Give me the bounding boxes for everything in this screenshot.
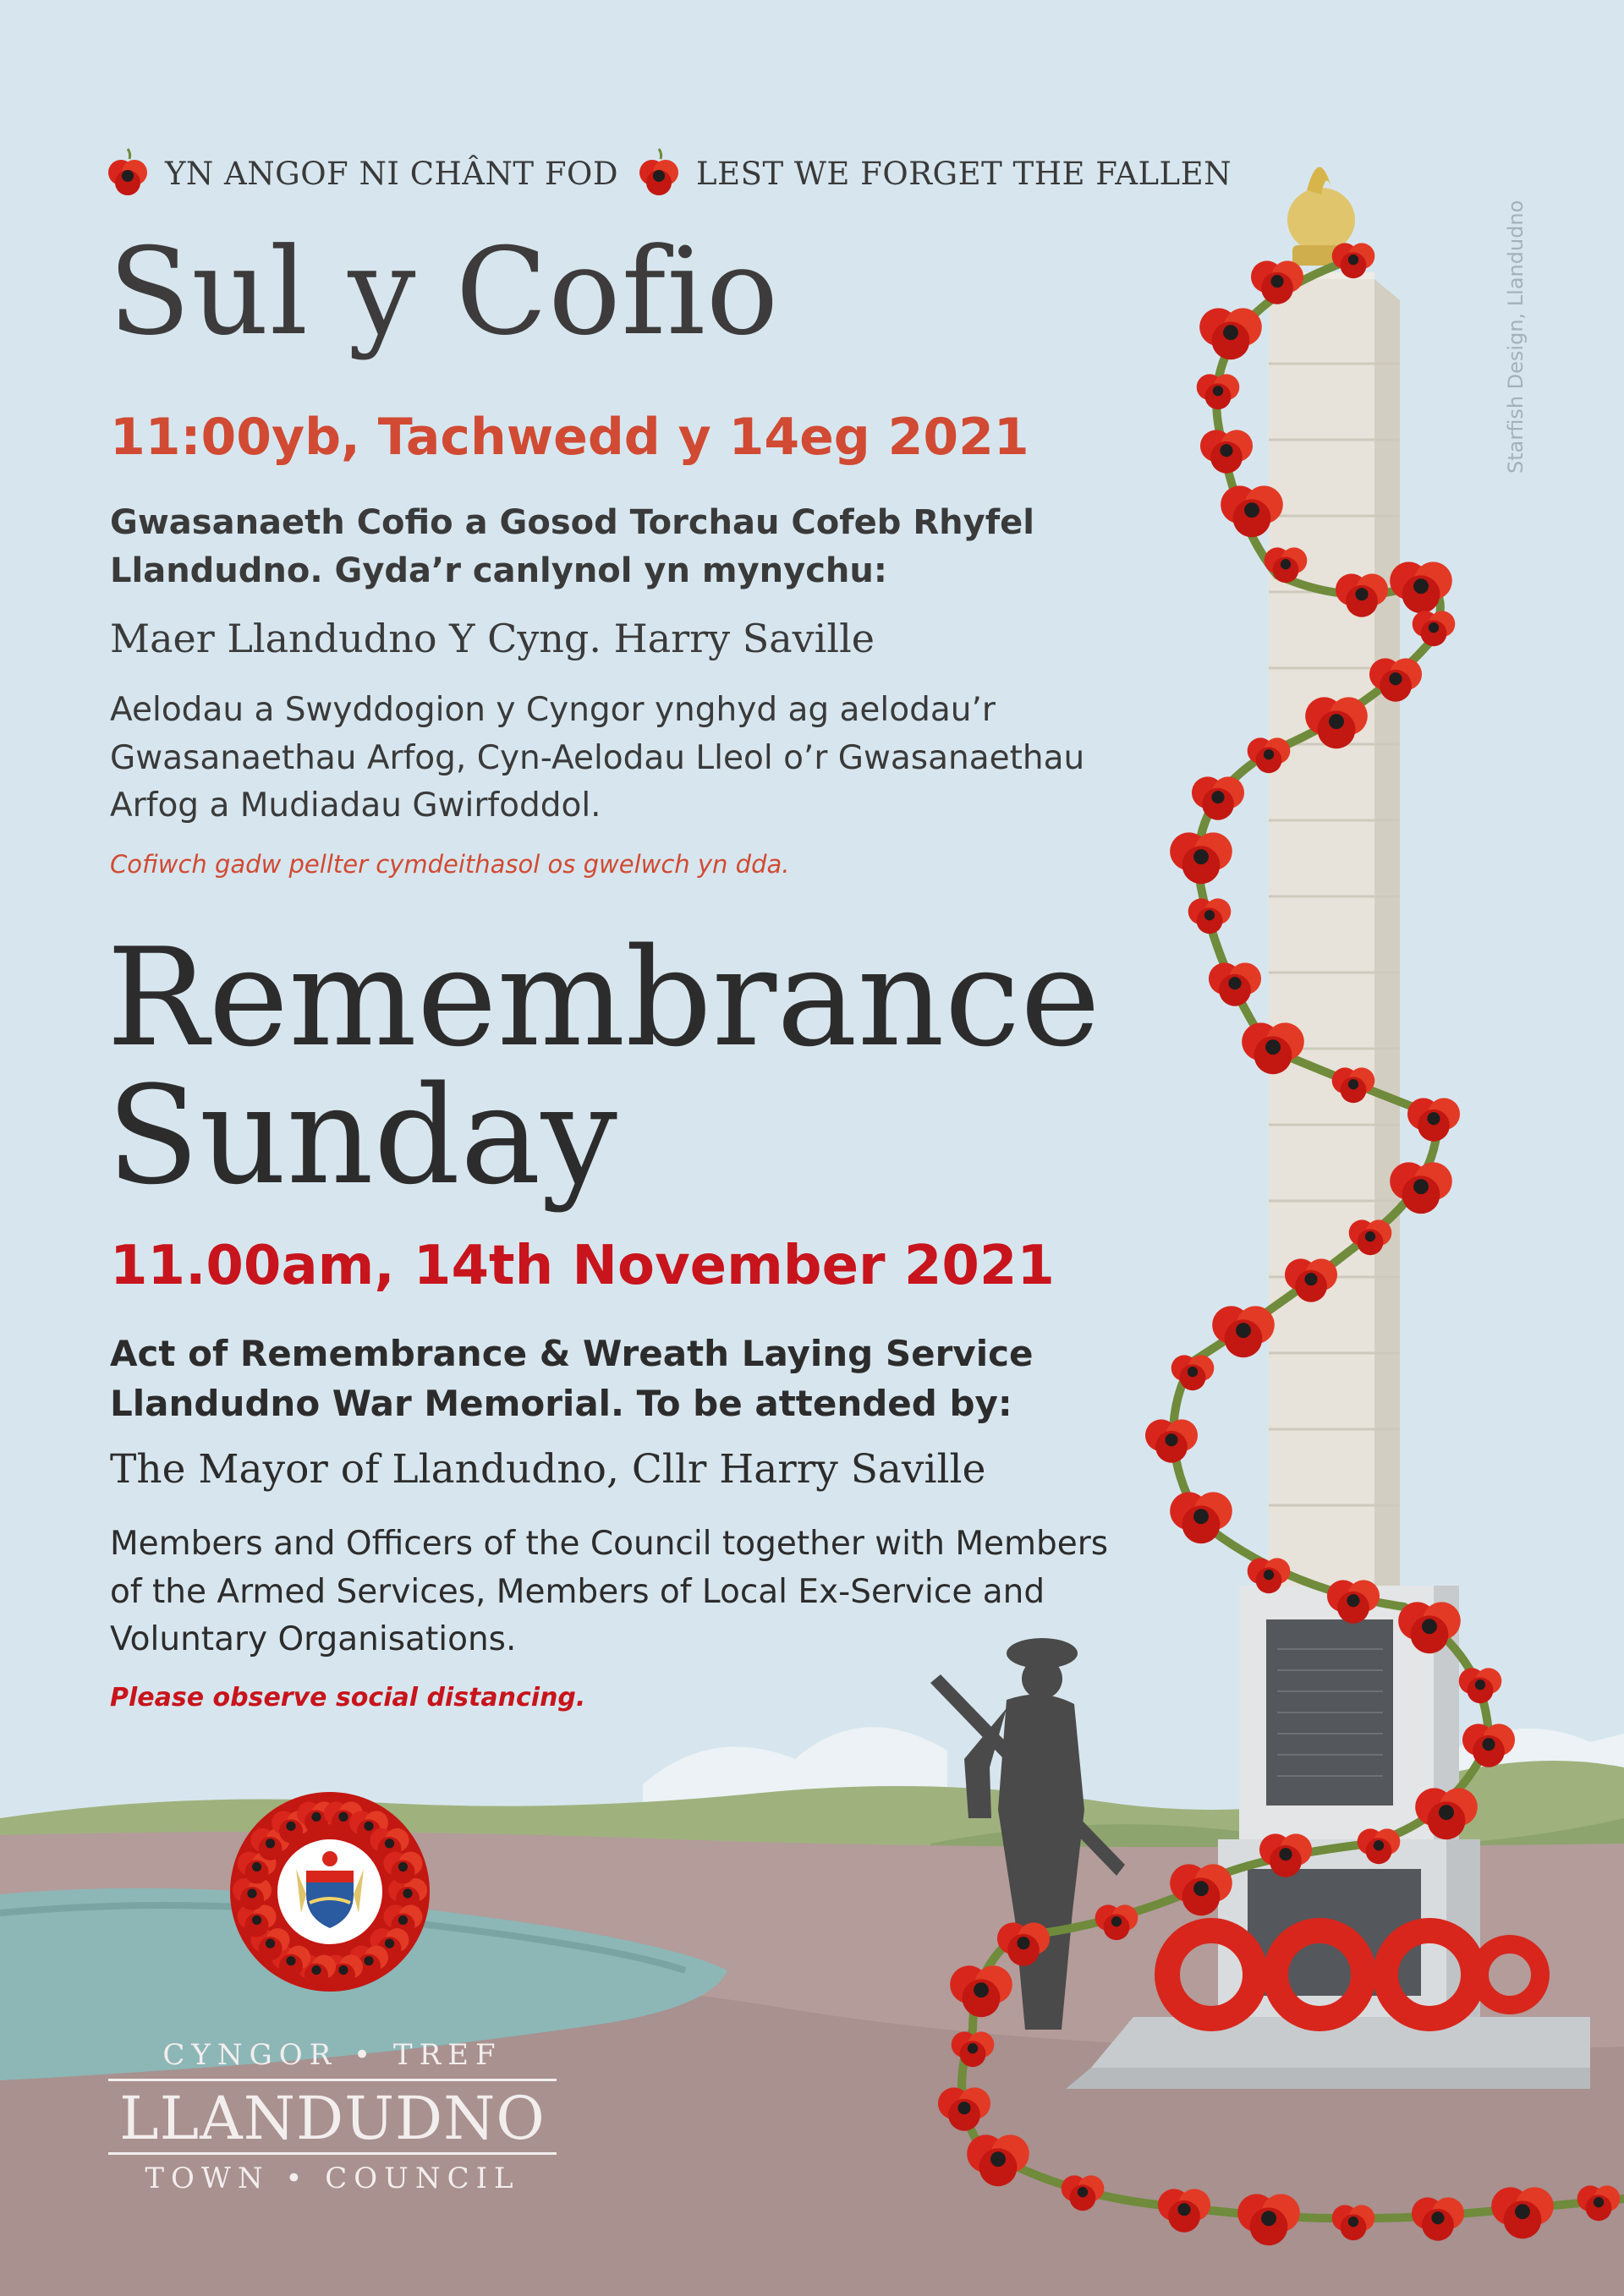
english-title-line-2: Sunday	[107, 1056, 617, 1215]
english-service-description: Act of Remembrance & Wreath Laying Service Llandudno War Memorial. To be attended by:	[110, 1333, 1034, 1424]
poppy-wreath-icon	[230, 1792, 430, 1992]
welsh-mayor: Maer Llandudno Y Cyng. Harry Saville	[110, 616, 875, 661]
council-logo-name: LLANDUDNO	[108, 2079, 557, 2155]
design-credit: Starfish Design, Llandudno	[1504, 200, 1528, 474]
english-attendees: Members and Officers of the Council together with Members of the Armed Services, Members of Local Ex-Service and Voluntary Organisations.	[110, 1525, 1109, 1659]
tagline	[106, 144, 1232, 203]
poppy-icon	[106, 147, 150, 200]
council-logo-top: CYNGOR • TREF	[162, 2038, 502, 2072]
council-logo	[108, 2038, 557, 2195]
welsh-distancing-note: Cofiwch gadw pellter cymdeithasol os gwelwch yn dda.	[110, 850, 790, 879]
council-logo-bottom: TOWN • COUNCIL	[145, 2161, 520, 2195]
english-distancing-note: Please observe social distancing.	[110, 1683, 586, 1712]
english-mayor: The Mayor of Llandudno, Cllr Harry Saville	[110, 1446, 986, 1493]
poppy-icon	[637, 147, 681, 200]
welsh-date: 11:00yb, Tachwedd y 14eg 2021	[110, 408, 1029, 467]
welsh-service-description: Gwasanaeth Cofio a Gosod Torchau Cofeb Rhyfel Llandudno. Gyda’r canlynol yn mynychu:	[110, 503, 1034, 590]
english-date: 11.00am, 14th November 2021	[110, 1235, 1055, 1297]
english-title	[107, 918, 1100, 1215]
tagline-english: LEST WE FORGET THE FALLEN	[696, 155, 1232, 192]
tagline-welsh: YN ANGOF NI CHÂNT FOD	[165, 155, 619, 192]
welsh-attendees: Aelodau a Swyddogion y Cyngor ynghyd ag aelodau’r Gwasanaethau Arfog, Cyn-Aelodau Lleol o’r Gwasanaethau Arfog a Mudiadau Gwirfoddol.	[110, 691, 1085, 825]
english-title-line-1: Remembrance	[107, 918, 1100, 1077]
welsh-title: Sul y Cofio	[108, 222, 780, 362]
